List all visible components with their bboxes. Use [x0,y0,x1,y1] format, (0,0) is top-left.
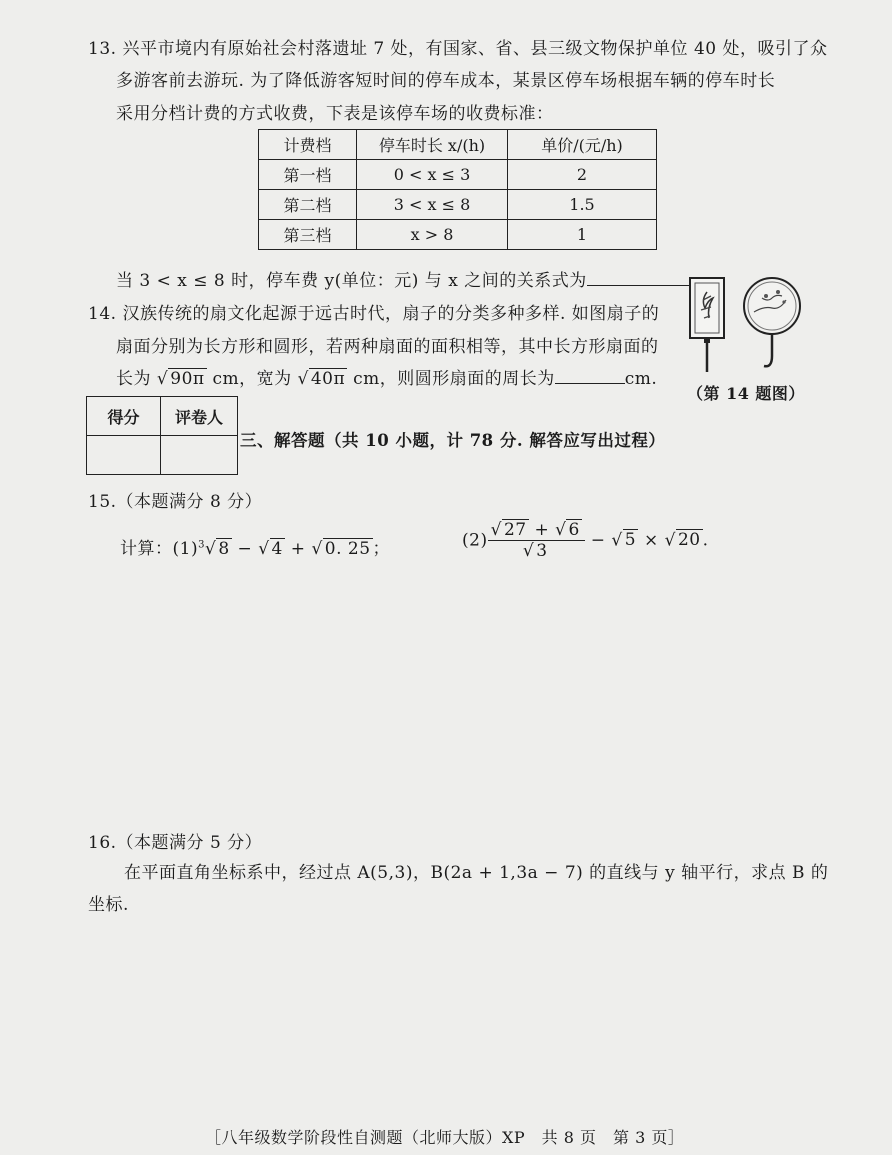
q13-line-3: 采用分档计费的方式收费，下表是该停车场的收费标准： [116,104,554,124]
header-price: 单价/(元/h) [508,130,657,160]
parking-fee-table [258,129,657,250]
q14-line-1: 14. 汉族传统的扇文化起源于远古时代，扇子的分类多种多样. 如图扇子的 [88,304,660,324]
part-2-end: . [702,530,709,551]
header-tier: 计费档 [259,130,357,160]
figure-14-caption: （第 14 题图） [687,384,805,403]
minus-sign: − [231,539,259,559]
table-cell: 第一档 [259,160,357,190]
score-table [86,396,238,475]
table-header-row [259,130,657,160]
grader-cell[interactable] [161,436,238,475]
q13-question-text: 当 3 < x ≤ 8 时，停车费 y(单位：元) 与 x 之间的关系式为 [116,271,587,291]
q14-line-3 [116,364,657,389]
fraction-numerator: √ 27 + √ 6 [488,520,585,541]
table-cell: 第二档 [259,190,357,220]
q15-title: 15.（本题满分 8 分） [88,492,263,512]
q14-text-a: 长为 [116,369,157,389]
q16-line-2: 坐标. [88,895,129,915]
sqrt-4: √ 4 [258,539,283,559]
fan-figure [686,272,806,378]
cube-root-8: √ 8 [204,539,230,559]
q16-line-1: 在平面直角坐标系中，经过点 A(5,3)，B(2a + 1,3a − 7) 的直线与 y 轴平行，求点 B 的 [124,863,829,883]
grader-header: 评卷人 [161,397,238,436]
table-cell: x > 8 [357,220,508,250]
sqrt-20: √ 20 [664,530,701,551]
table-row [259,160,657,190]
cube-root-index: 3 [198,539,205,551]
minus-sign: − [584,530,612,551]
q14-text-b: cm，宽为 [206,369,298,389]
section-3-heading: 三、解答题（共 10 小题，计 78 分. 解答应写出过程） [240,431,666,450]
times-sign: × [638,530,665,551]
part-1-label: 计算：(1) [120,539,199,559]
q14-text-d: cm. [624,369,658,389]
q13-line-1: 13. 兴平市境内有原始社会村落遗址 7 处，有国家、省、县三级文物保护单位 40 处，吸引了众 [88,39,828,59]
header-duration: 停车时长 x/(h) [357,130,508,160]
table-cell: 1 [508,220,657,250]
score-header: 得分 [87,397,161,436]
table-cell: 第三档 [259,220,357,250]
fraction-denominator: √ 3 [522,541,548,562]
table-cell: 1.5 [508,190,657,220]
q14-text-c: cm，则圆形扇面的周长为 [347,369,555,389]
plus-sign: + [284,539,312,559]
table-row [259,220,657,250]
score-cell[interactable] [87,436,161,475]
part-1-end: ； [372,539,391,559]
sqrt-0-25: √ 0. 25 [311,539,371,559]
page-footer: ［八年级数学阶段性自测题（北师大版）XP 共 8 页 第 3 页］ [205,1128,685,1147]
q14-line-2: 扇面分别为长方形和圆形，若两种扇面的面积相等，其中长方形扇面的 [116,337,659,357]
table-cell: 2 [508,160,657,190]
q16-title: 16.（本题满分 5 分） [88,833,263,853]
part-2-label: (2) [462,530,488,551]
table-row [259,190,657,220]
q15-part-2 [462,520,709,562]
answer-blank-14[interactable] [555,383,625,384]
table-cell: 3 < x ≤ 8 [357,190,508,220]
sqrt-40pi: √ 40π [297,369,346,389]
table-cell: 0 < x ≤ 3 [357,160,508,190]
q13-line-2: 多游客前去游玩. 为了降低游客短时间的停车成本，某景区停车场根据车辆的停车时长 [116,71,776,91]
rectangular-fan-icon [690,278,724,372]
round-fan-icon [744,278,800,366]
q13-question [116,266,719,291]
sqrt-5: √ 5 [611,530,637,551]
q15-part-1 [120,534,390,559]
sqrt-90pi: √ 90π [156,369,205,389]
fraction [488,520,585,562]
